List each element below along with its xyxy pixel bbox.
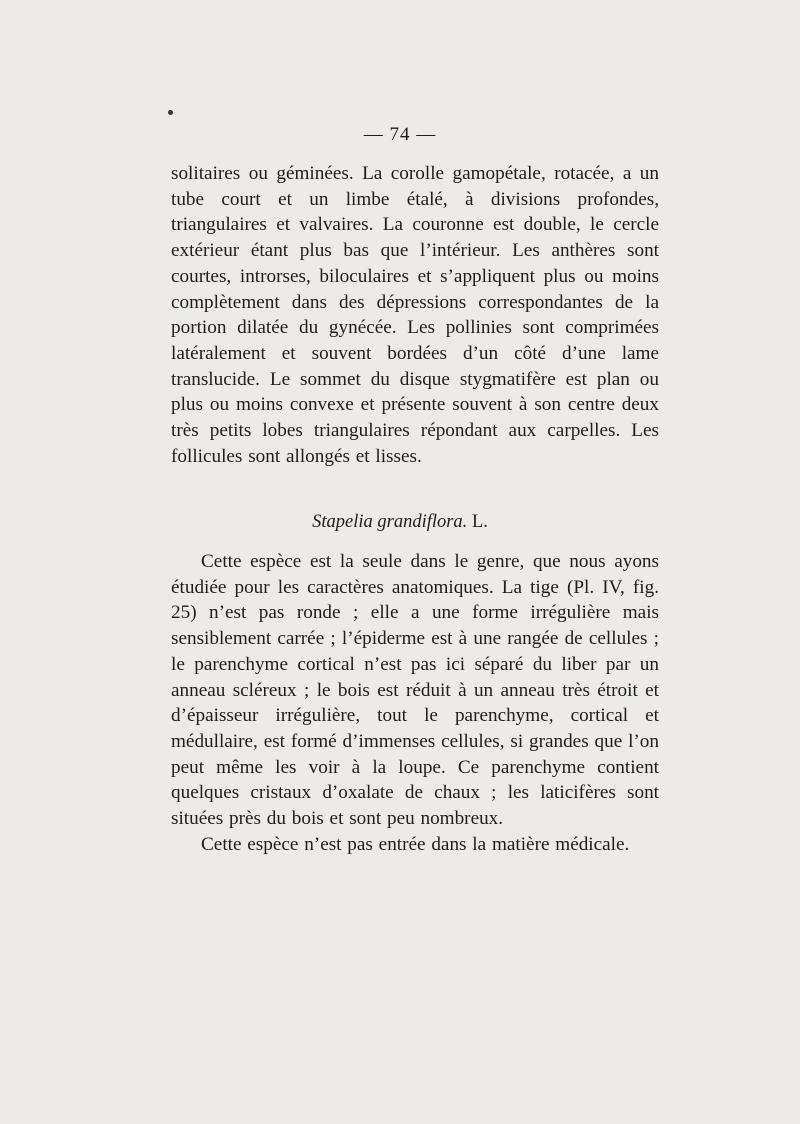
- paragraph-description: [171, 161, 659, 469]
- paragraph-text: Cette espèce est la seule dans le genre, que nous ayons étudiée pour les caractères anatomiques. La tige (Pl. IV, fig. 25) n’est pas ronde ; elle a une forme irrégulière mais sensiblement carrée ; l’épiderme est à une rangée de cellules ; le parenchyme cortical n’est pas ici séparé du liber par un anneau scléreux ; le bois est réduit à un anneau très étroit et d’épaisseur irrégulière, tout le parenchyme, cortical et médullaire, est formé d’immenses cellules, si grandes que l’on peut même les voir à la loupe. Ce parenchyme contient quelques cristaux d’oxalate de chaux ; les laticifères sont situées près du bois et sont peu nombreux.: [171, 551, 659, 830]
- ink-speck: [168, 110, 173, 115]
- species-author: L.: [471, 512, 488, 532]
- paragraph-text: solitaires ou géminées. La corolle gamopétale, rotacée, a un tube court et un limbe étalé, à divisions profondes, triangulaires et valvaires. La couronne est double, le cercle extérieur étant plus bas que l’intérieur. Les anthères sont courtes, introrses, biloculaires et s’appliquent plus ou moins complètement dans des dépressions correspondantes de la portion dilatée du gynécée. Les pollinies sont comprimées latéralement et souvent bordées d’un côté d’une lame translucide. Le sommet du disque stygmatifère est plan ou plus ou moins convexe et présente souvent à son centre deux très petits lobes triangulaires répondant aux carpelles. Les follicules sont allongés et lisses.: [171, 163, 659, 467]
- page-number: — 74 —: [363, 124, 437, 145]
- paragraph-text: Cette espèce n’est pas entrée dans la matière médicale.: [201, 833, 630, 855]
- species-heading: [0, 512, 800, 533]
- species-name: Stapelia grandiflora.: [312, 512, 468, 532]
- paragraph-anatomy: [171, 549, 659, 857]
